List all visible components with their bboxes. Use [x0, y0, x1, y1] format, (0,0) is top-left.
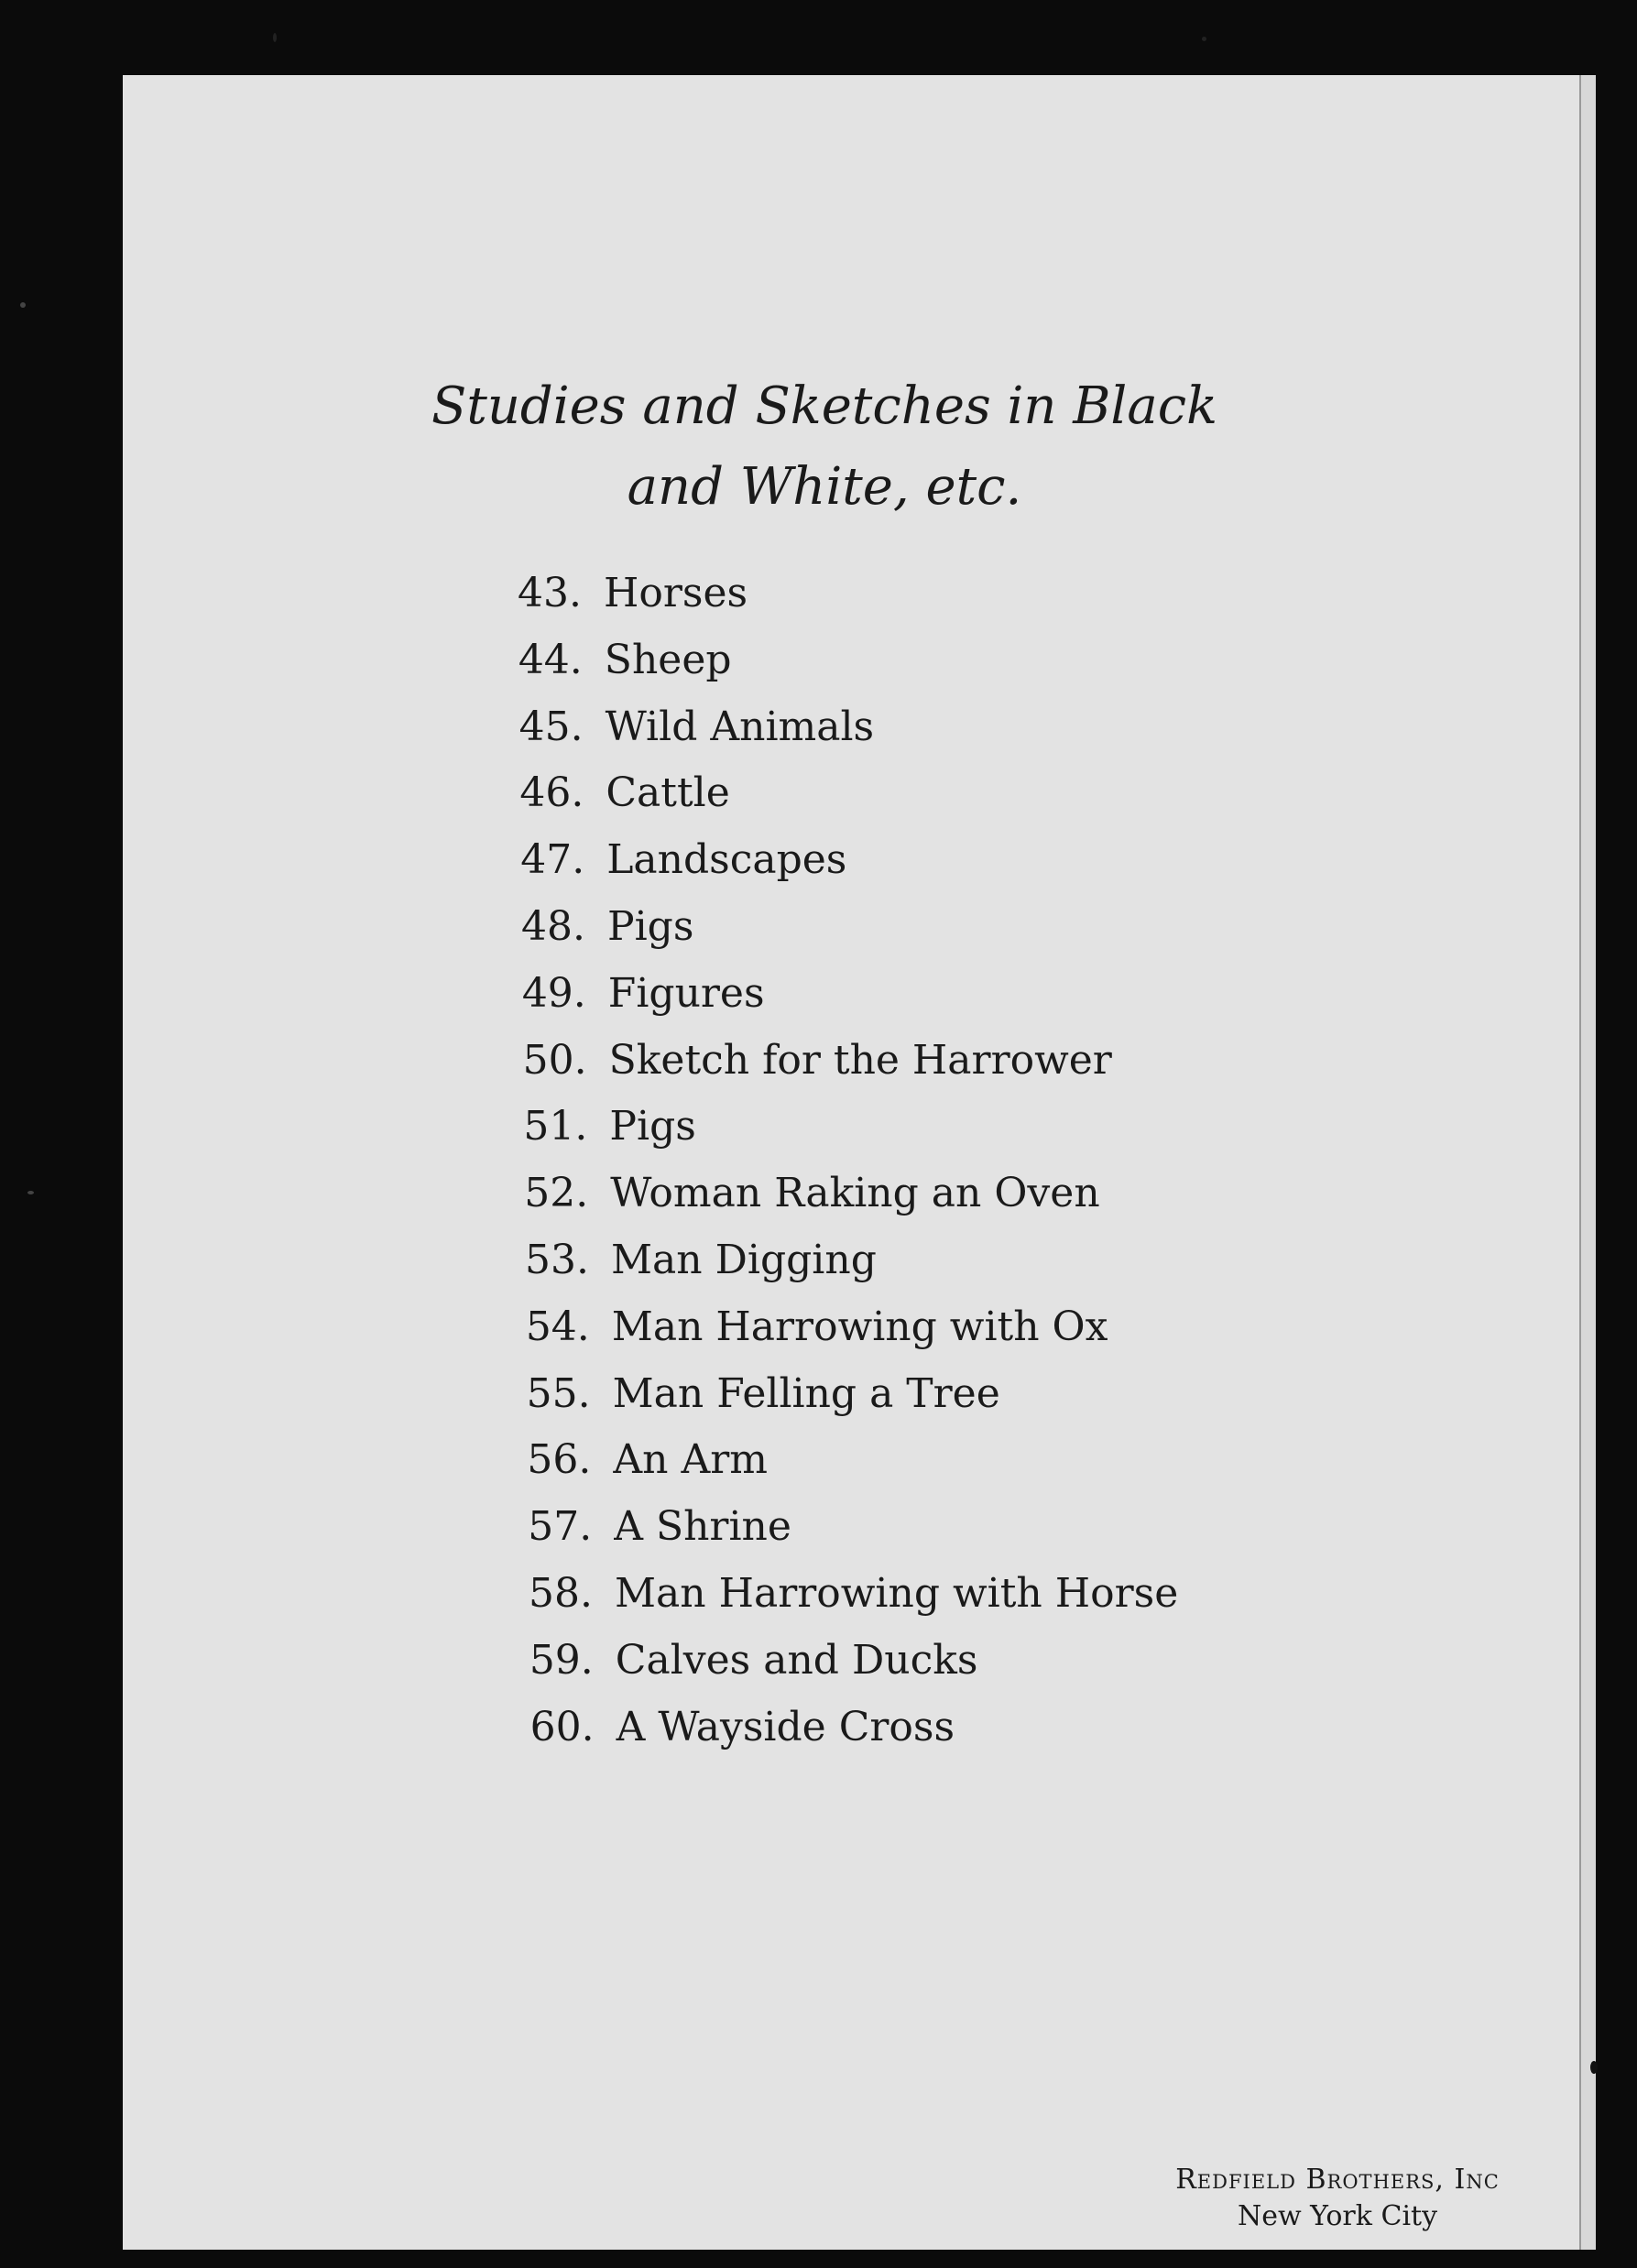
scan-speck: [27, 1191, 34, 1194]
item-title: Man Harrowing with Horse: [615, 1570, 1179, 1617]
item-number: 57.: [528, 1503, 593, 1551]
item-number: 56.: [527, 1436, 592, 1484]
item-title: A Shrine: [614, 1503, 791, 1551]
item-title: Calves and Ducks: [615, 1636, 978, 1684]
item-title: Man Felling a Tree: [612, 1369, 1000, 1417]
title-line-2: and White, etc.: [627, 457, 1022, 517]
item-title: Sketch for the Harrower: [608, 1036, 1112, 1084]
item-number: 59.: [529, 1636, 594, 1684]
item-number: 60.: [529, 1703, 595, 1750]
publisher-city: New York City: [1237, 2200, 1438, 2232]
page-title: [366, 366, 1282, 528]
item-number: 43.: [518, 570, 582, 616]
publisher-name: Redfield Brothers, Inc: [1175, 2164, 1500, 2196]
item-number: 45.: [518, 703, 584, 750]
item-title: Figures: [607, 969, 765, 1017]
item-number: 54.: [525, 1303, 590, 1350]
item-number: 46.: [519, 769, 584, 817]
item-number: 58.: [529, 1570, 593, 1617]
item-title: An Arm: [613, 1436, 769, 1484]
item-number: 55.: [526, 1369, 591, 1417]
item-title: Man Harrowing with Ox: [611, 1303, 1108, 1350]
title-line-1: Studies and Sketches in Black: [431, 376, 1218, 436]
item-title: Man Digging: [611, 1237, 877, 1283]
scan-speck: [20, 302, 26, 308]
item-number: 52.: [524, 1170, 589, 1217]
item-title: Horses: [604, 570, 748, 616]
item-title: Sheep: [604, 636, 732, 683]
scan-speck: [1590, 2061, 1598, 2074]
item-number: 53.: [525, 1237, 589, 1283]
item-title: A Wayside Cross: [616, 1703, 955, 1750]
item-title: Pigs: [607, 903, 694, 950]
item-title: Cattle: [606, 769, 730, 817]
item-number: 49.: [521, 969, 586, 1017]
item-title: Wild Animals: [605, 703, 875, 750]
item-number: 48.: [521, 903, 585, 950]
item-number: 51.: [523, 1103, 588, 1150]
scan-speck: [1202, 37, 1206, 41]
item-title: Landscapes: [606, 836, 847, 884]
item-title: Woman Raking an Oven: [610, 1170, 1100, 1217]
item-number: 50.: [522, 1036, 587, 1084]
item-number: 47.: [520, 836, 585, 884]
item-title: Pigs: [609, 1103, 696, 1150]
imprint: [1118, 2162, 1557, 2235]
item-number: 44.: [518, 636, 583, 683]
page-edge: [1579, 75, 1596, 2250]
scan-speck: [273, 33, 277, 42]
